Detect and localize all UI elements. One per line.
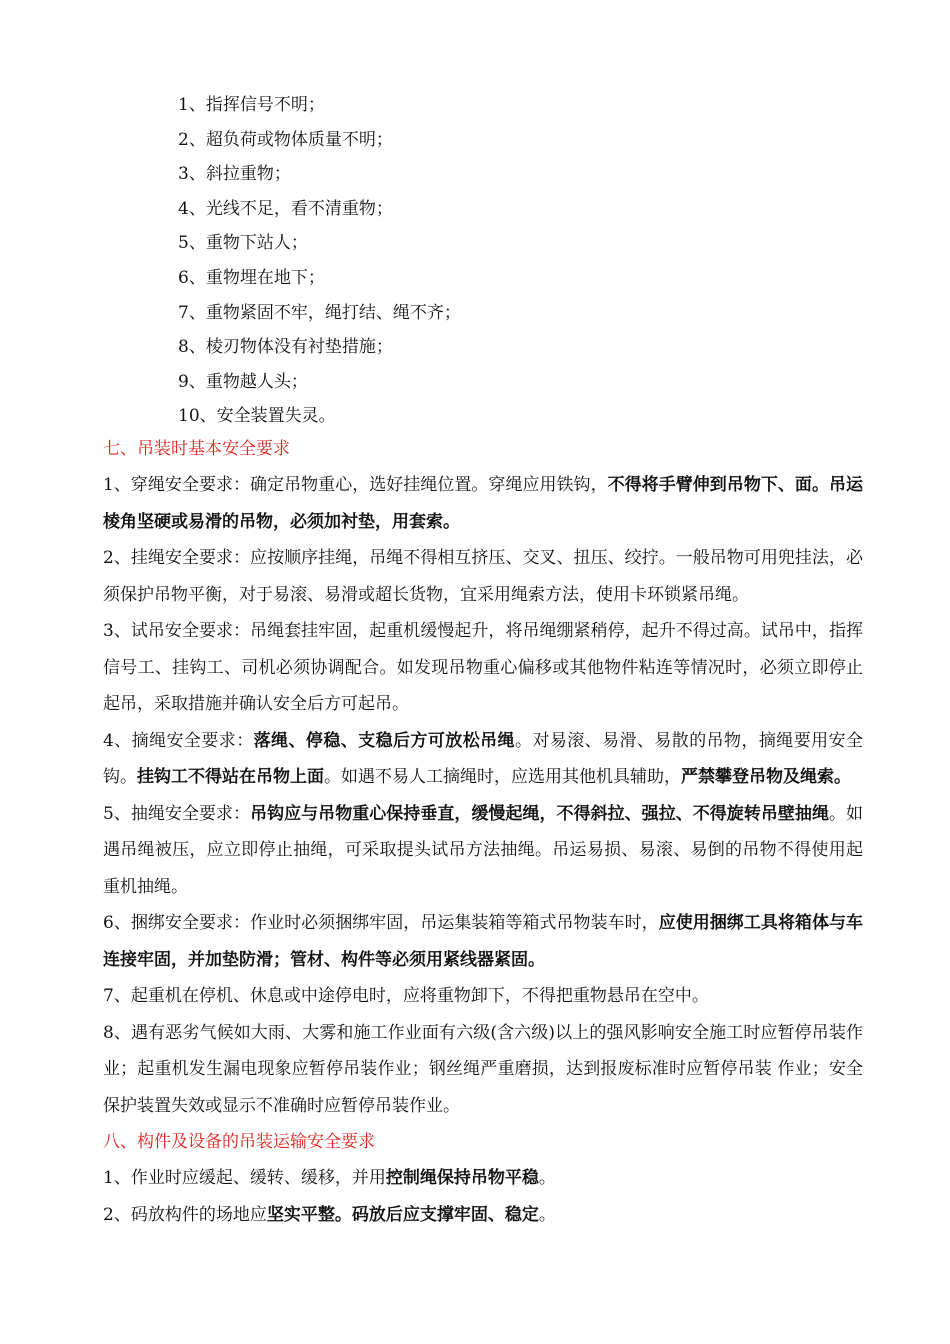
text-run: 7、起重机在停机、休息或中途停电时，应将重物卸下，不得把重物悬吊在空中。 — [103, 986, 709, 1006]
emphasis-run: 应使用捆绑工具将箱体与车连接牢固，并加垫防滑；管材、构件等必须用紧线器紧固。 — [103, 913, 863, 970]
list-item: 9、重物越人头； — [178, 371, 308, 392]
paragraph-stacking — [103, 1197, 863, 1234]
text-run: 。对易滚、易滑、易散的吊物，摘绳要用安全钩。 — [103, 730, 863, 787]
text-run: 。如遇吊绳被压，应立即停止抽绳，可采取提头试吊方法抽绳。吊运易损、易滚、易倒的吊物不得使用起重机抽绳。 — [103, 803, 863, 897]
text-run: 5、抽绳安全要求： — [103, 803, 251, 824]
text-run: 1、穿绳安全要求：确定吊物重心，选好挂绳位置。穿绳应用铁钩， — [103, 475, 608, 495]
list-item: 2、超负荷或物体质量不明； — [178, 129, 393, 150]
list-item: 3、斜拉重物； — [178, 164, 291, 185]
section-8-heading: 八、构件及设备的吊装运输安全要求 — [103, 1132, 375, 1152]
paragraph-pulling-rope — [103, 796, 863, 906]
paragraph-threading — [103, 467, 863, 540]
emphasis-run: 控制绳保持吊物平稳 — [385, 1168, 539, 1188]
emphasis-run: 严禁攀登吊物及绳索。 — [681, 767, 851, 787]
emphasis-run: 坚实平整。码放后应支撑牢固、稳定 — [266, 1204, 539, 1225]
text-run: 4、摘绳安全要求： — [103, 730, 254, 751]
emphasis-run: 吊钩应与吊物重心保持垂直，缓慢起绳，不得斜拉、强拉、不得旋转吊壁抽绳 — [250, 803, 829, 824]
text-run: 。 — [538, 1204, 556, 1225]
list-item: 5、重物下站人； — [178, 233, 308, 254]
text-run: 2、挂绳安全要求：应按顺序挂绳，吊绳不得相互挤压、交叉、扭压、绞拧。一般吊物可用兜挂法，必须保护吊物平衡，对于易滚、易滑或超长货物，宜采用绳索方法，使用卡环锁紧吊绳。 — [103, 548, 863, 605]
text-run: 3、试吊安全要求：吊绳套挂牢固，起重机缓慢起升，将吊绳绷紧稍停，起升不得过高。试吊中，指挥信号工、挂钩工、司机必须协调配合。如发现吊物重心偏移或其他物件粘连等情况时，必须立即停止起吊，采取措施并确认安全后方可起吊。 — [103, 621, 863, 714]
list-item: 10、安全装置失灵。 — [178, 406, 336, 427]
section-7-heading: 七、吊装时基本安全要求 — [103, 439, 290, 459]
paragraph-crane-stop — [103, 978, 863, 1015]
text-run: 2、码放构件的场地应 — [103, 1204, 267, 1225]
list-item: 6、重物埋在地下； — [178, 267, 325, 288]
text-run: 。如遇不易人工摘绳时，应选用其他机具辅助， — [324, 767, 681, 787]
paragraph-binding — [103, 905, 863, 978]
text-run: 。 — [538, 1168, 556, 1188]
list-item: 7、重物紧固不牢，绳打结、绳不齐； — [178, 302, 461, 323]
hazard-list — [178, 88, 461, 434]
list-item: 8、棱刃物体没有衬垫措施； — [178, 337, 393, 358]
paragraph-slow-movement — [103, 1160, 863, 1197]
paragraph-trial-lift — [103, 613, 863, 723]
list-item: 1、指挥信号不明； — [178, 95, 325, 115]
text-run: 6、捆绑安全要求：作业时必须捆绑牢固，吊运集装箱等箱式吊物装车时， — [103, 913, 659, 933]
paragraph-unhooking — [103, 723, 863, 796]
list-item: 4、光线不足，看不清重物； — [178, 198, 393, 219]
emphasis-run: 不得将手臂伸到吊物下、面。吊运棱角坚硬或易滑的吊物，必须加衬垫，用套索。 — [103, 475, 863, 532]
paragraph-bad-weather — [103, 1015, 863, 1125]
emphasis-run: 挂钩工不得站在吊物上面 — [137, 767, 324, 787]
text-run: 1、作业时应缓起、缓转、缓移，并用 — [103, 1168, 386, 1188]
section-7 — [103, 431, 863, 1233]
text-run: 8、遇有恶劣气候如大雨、大雾和施工作业面有六级(含六级)以上的强风影响安全施工时应暂停吊装作业；起重机发生漏电现象应暂停吊装作业；钢丝绳严重磨损，达到报废标准时应暂停吊装 作业；安全保护装置失效或显示不准确时应暂停吊装作业。 — [103, 1022, 863, 1116]
emphasis-run: 落绳、停稳、支稳后方可放松吊绳 — [253, 730, 515, 751]
paragraph-hanging — [103, 540, 863, 613]
